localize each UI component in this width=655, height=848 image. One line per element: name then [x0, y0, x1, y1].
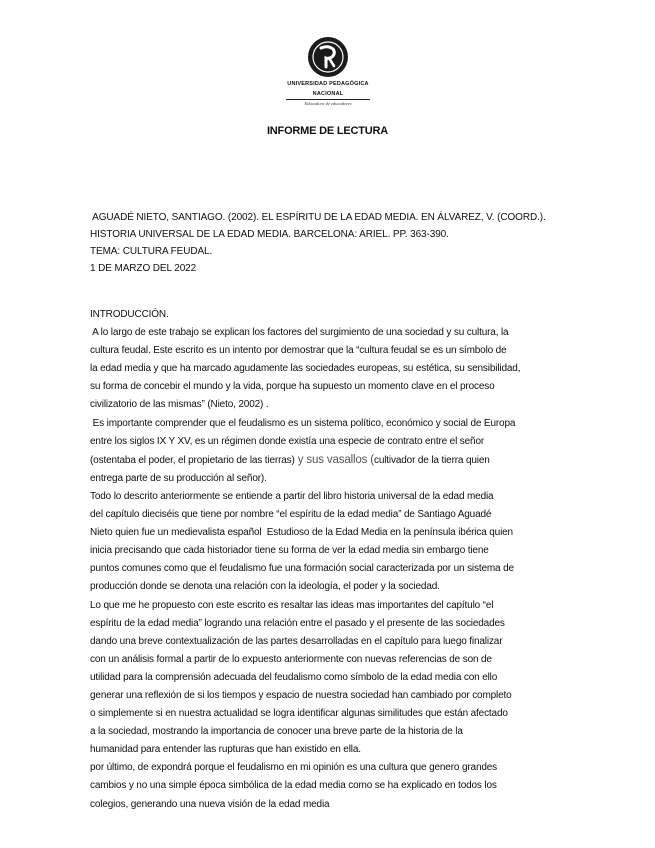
institution-name-line1: UNIVERSIDAD PEDAGÓGICA	[287, 81, 369, 87]
paragraph-line: Lo que me he propuesto con este escrito es resaltar las ideas mas importantes del capítulo “el	[90, 599, 494, 611]
highlighted-text-run: y sus vasallos (	[294, 453, 374, 466]
paragraph-line: cambios y no una simple época simbólica de la edad media como se ha explicado en todos los	[90, 780, 497, 792]
reference-line: AGUADÉ NIETO, SANTIAGO. (2002). EL ESPÍRITU DE LA EDAD MEDIA. EN ÁLVAREZ, V. (COORD.).	[90, 212, 546, 223]
paragraph-line: generar una reflexión de si los tiempos y espacio de nuestra sociedad han cambiado por completo	[90, 689, 512, 701]
paragraph-line: entre los siglos IX Y XV, es un régimen donde existía una especie de contrato entre el señor	[90, 435, 485, 447]
paragraph-line: su forma de concebir el mundo y la vida, porque ha supuesto un momento clave en el proceso	[90, 381, 495, 393]
reference-line: HISTORIA UNIVERSAL DE LA EDAD MEDIA. BARCELONA: ARIEL. PP. 363-390.	[90, 229, 449, 240]
paragraph-line: la edad media y que ha marcado agudamente las sociedades europeas, su estética, su sensibilidad,	[90, 363, 521, 375]
text-run: (ostentaba el poder, el propietario de las tierras)	[90, 454, 295, 466]
institution-motto: Educadora de educadores	[304, 101, 352, 106]
paragraph-line: por último, de expondrá porque el feudalismo en mi opinión es una cultura que genero grandes	[90, 762, 498, 774]
university-logo	[276, 36, 380, 106]
paragraph-line: Es importante comprender que el feudalismo es un sistema político, económico y social de Europa	[90, 417, 516, 429]
paragraph-line: entrega parte de su producción al señor).	[90, 472, 267, 484]
section-heading: INTRODUCCIÓN.	[90, 309, 169, 320]
paragraph-line: puntos comunes como que el feudalismo fue una formación social caracterizada por un sistema de	[90, 563, 514, 575]
paragraph-line: inicia precisando que cada historiador tiene su forma de ver la edad media sin embargo tiene	[90, 545, 489, 557]
paragraph-line: civilizatorio de las mismas” (Nieto, 2002) .	[90, 399, 269, 411]
document-title: INFORME DE LECTURA	[266, 125, 389, 137]
paragraph-line: cultura feudal. Este escrito es un intento por demostrar que la “cultura feudal se es un símbolo de	[90, 345, 507, 357]
paragraph-line: o simplemente si en nuestra actualidad se logra identificar algunas similitudes que están afectado	[90, 708, 508, 720]
document-body	[90, 306, 570, 814]
text-run: cultivador de la tierra quien	[373, 454, 490, 466]
paragraph-line: producción donde se denota una relación con la ideología, el poder y la sociedad.	[90, 581, 440, 593]
date-line: 1 DE MARZO DEL 2022	[90, 263, 197, 274]
paragraph-line: humanidad para entender las rupturas que han existido en ella.	[90, 744, 361, 756]
bibliographic-reference	[90, 209, 546, 277]
institution-name-line2: NACIONAL	[312, 90, 344, 97]
paragraph-line: dando una breve contextualización de las partes desarrolladas en el capítulo para luego finalizar	[90, 635, 503, 647]
paragraph-line: espíritu de la edad media” logrando una relación entre el pasado y el presente de las sociedades	[90, 617, 505, 629]
logo-divider	[286, 99, 370, 100]
paragraph-line: A lo largo de este trabajo se explican los factores del surgimiento de una sociedad y su cultura, la	[90, 327, 509, 339]
paragraph-line: utilidad para la comprensión adecuada del feudalismo como símbolo de la edad media con ello	[90, 671, 498, 683]
upn-seal-icon	[307, 36, 349, 78]
paragraph-line: Todo lo descrito anteriormente se entiende a partir del libro historia universal de la edad media	[90, 490, 494, 502]
paragraph-line	[90, 451, 570, 470]
paragraph-line: a la sociedad, mostrando la importancia de conocer una breve parte de la historia de la	[90, 726, 463, 738]
paragraph-line: del capítulo dieciséis que tiene por nombre “el espíritu de la edad media” de Santiago Aguadé	[90, 509, 492, 521]
paragraph-line: con un análisis formal a partir de lo expuesto anteriormente con nuevas referencias de son de	[90, 653, 492, 665]
paragraph-line: Nieto quien fue un medievalista español Estudioso de la Edad Media en la península ibérica quien	[90, 527, 513, 539]
topic-line: TEMA: CULTURA FEUDAL.	[90, 246, 213, 257]
paragraph-line: colegios, generando una nueva visión de la edad media	[90, 798, 330, 810]
